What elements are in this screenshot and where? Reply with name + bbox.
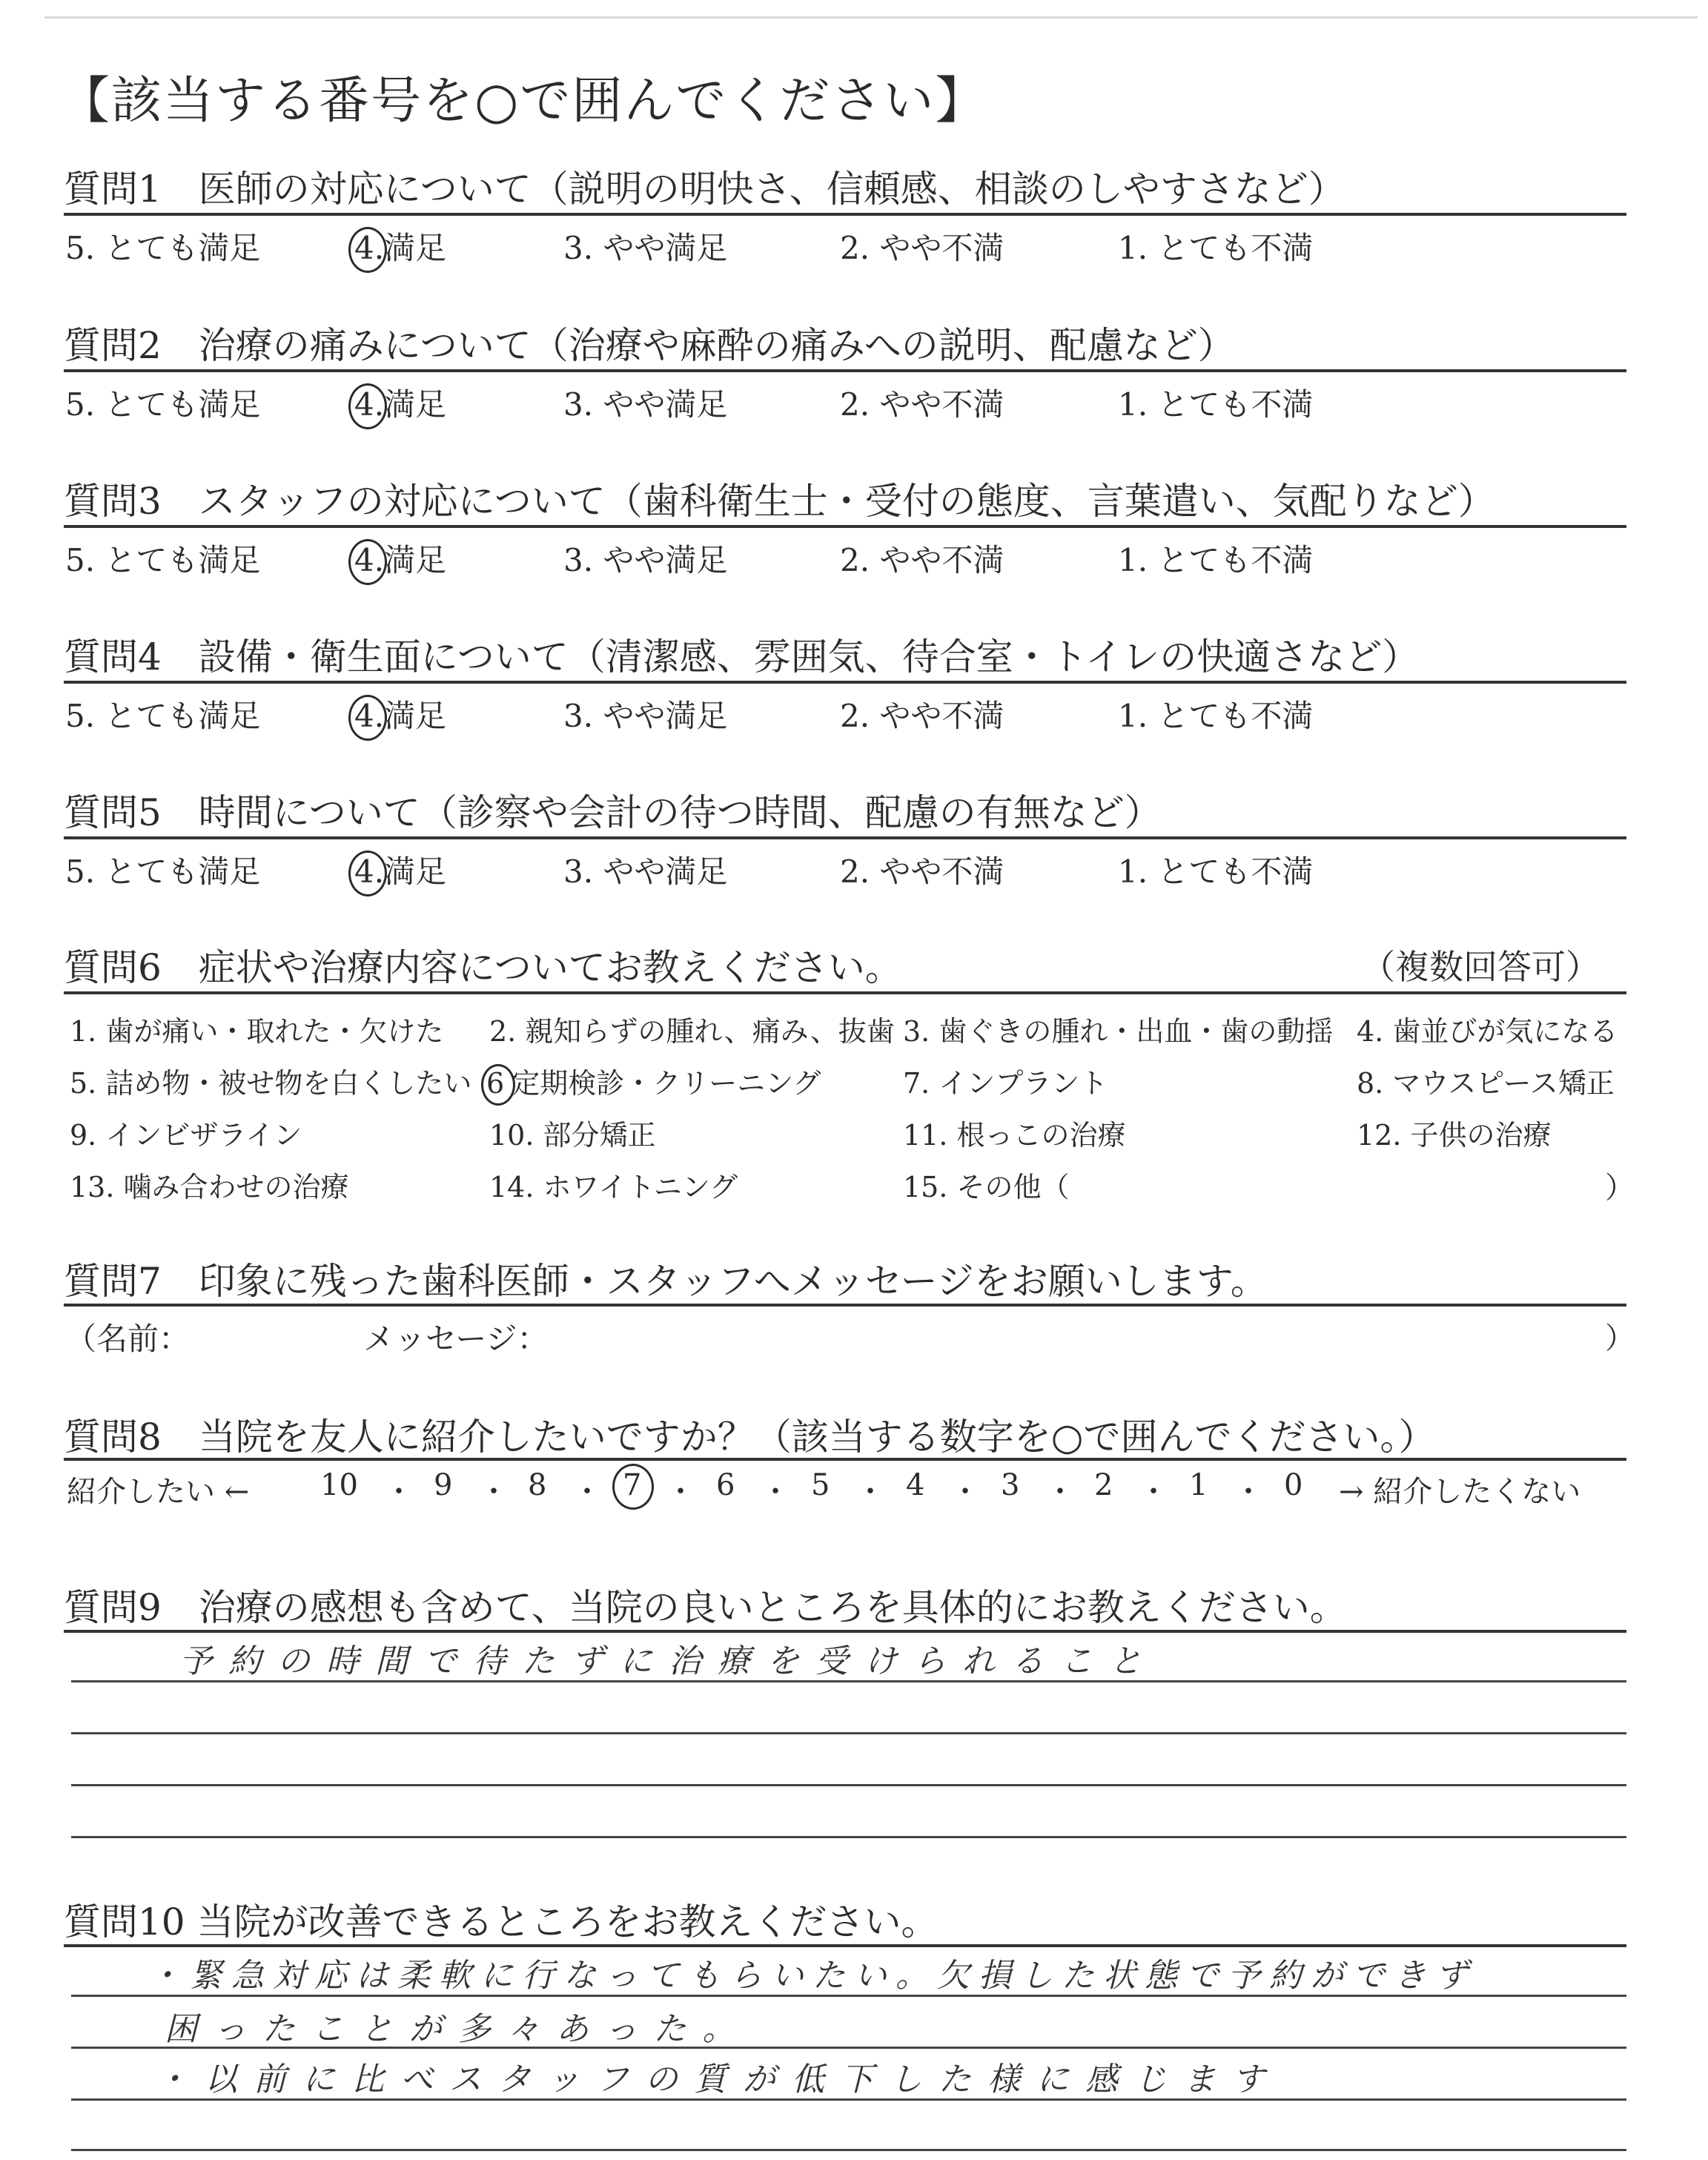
q1-selected-4: 4. [354,230,384,266]
q6-item-2[interactable]: 2. 親知らずの腫れ、痛み、抜歯 [489,1015,895,1048]
q6-close-paren: ） [1605,1171,1635,1205]
q2-option-3[interactable]: 3. やや満足 [563,386,728,423]
q6-item-13[interactable]: 13. 噛み合わせの治療 [70,1171,349,1203]
q4-option-3[interactable]: 3. やや満足 [563,698,728,734]
q6-item-9[interactable]: 9. インビザライン [70,1119,302,1152]
q1-rule [64,213,1626,216]
q2-selected-4: 4. [354,386,384,423]
q10-answer-line [71,2047,1626,2049]
q5-selected-4: 4. [354,853,384,890]
q8-scale-7[interactable] [623,1468,641,1502]
q8-scale-0[interactable]: 0 [1284,1468,1303,1502]
q5-circle-mark [348,851,387,896]
q8-selected-7: 7 [623,1468,641,1502]
q8-circle-mark [612,1464,654,1510]
q9-rule [64,1630,1626,1633]
q6-item-11[interactable]: 11. 根っこの治療 [903,1119,1126,1152]
q8-left-label: 紹介したい ← [67,1475,250,1509]
q8-dot: ・ [1045,1475,1075,1509]
q6-item-6[interactable]: 6 定期検診・クリーニング [486,1060,821,1101]
q8-dot: ・ [1139,1475,1168,1509]
q10-handwritten-line-2: 困ったことが多々あった。 [165,2010,752,2048]
q3-option-5[interactable]: 5. とても満足 [65,542,261,578]
q4-rule [64,681,1626,684]
q8-scale-10[interactable]: 10 [320,1468,358,1502]
q8-scale-8[interactable]: 8 [528,1468,547,1502]
q8-rule [64,1458,1626,1461]
q4-option-5[interactable]: 5. とても満足 [65,698,261,734]
q3-title: 質問3 スタッフの対応について（歯科衛生士・受付の態度、言葉遣い、気配りなど） [64,480,1495,523]
q8-scale-9[interactable]: 9 [434,1468,453,1502]
q6-item-5[interactable]: 5. 詰め物・被せ物を白くしたい [70,1067,472,1100]
q2-option-1[interactable]: 1. とても不満 [1118,386,1314,423]
q7-name-label[interactable]: （名前： [65,1321,191,1357]
q4-option-4[interactable]: 4.満足 [354,692,446,736]
q8-scale-2[interactable]: 2 [1094,1468,1113,1502]
q2-option-5[interactable]: 5. とても満足 [65,386,261,423]
q6-item-12[interactable]: 12. 子供の治療 [1357,1119,1552,1152]
q9-answer-line [71,1680,1626,1682]
q9-answer-line [71,1836,1626,1838]
q3-option-2[interactable]: 2. やや不満 [840,542,1004,578]
q6-selected-6: 6 [486,1067,504,1100]
q3-option-4[interactable]: 4.満足 [354,536,446,581]
q10-handwritten-line-3: ・以前に比べスタッフの質が低下した様に感じます [156,2061,1281,2098]
q3-rule [64,525,1626,528]
q3-option-3[interactable]: 3. やや満足 [563,542,728,578]
q10-answer-line [71,2098,1626,2101]
q4-selected-4: 4. [354,698,384,734]
q4-title: 質問4 設備・衛生面について（清潔感、雰囲気、待合室・トイレの快適さなど） [64,635,1420,678]
q1-option-1[interactable]: 1. とても不満 [1118,230,1314,266]
q6-item-15[interactable]: 15. その他（ [903,1171,1070,1203]
q8-dot: ・ [479,1475,509,1509]
q4-option-1[interactable]: 1. とても不満 [1118,698,1314,734]
q8-dot: ・ [1234,1475,1263,1509]
q8-title: 質問8 当院を友人に紹介したいですか？（該当する数字を○で囲んでください。） [64,1416,1436,1459]
q10-answer-line [71,2149,1626,2151]
q3-selected-4: 4. [354,542,384,578]
q9-answer-line [71,1784,1626,1786]
q7-rule [64,1304,1626,1307]
q1-title: 質問1 医師の対応について（説明の明快さ、信頼感、相談のしやすさなど） [64,168,1345,211]
q5-rule [64,836,1626,839]
q8-dot: ・ [384,1475,414,1509]
q1-circle-mark [348,227,387,273]
q1-option-3[interactable]: 3. やや満足 [563,230,728,266]
q5-option-3[interactable]: 3. やや満足 [563,853,728,890]
q8-dot: ・ [950,1475,980,1509]
q6-item-1[interactable]: 1. 歯が痛い・取れた・欠けた [70,1015,444,1048]
q1-option-5[interactable]: 5. とても満足 [65,230,261,266]
q8-dot: ・ [855,1475,885,1509]
q6-item-4[interactable]: 4. 歯並びが気になる [1357,1015,1618,1048]
q10-handwritten-line-1: ・緊急対応は柔軟に行なってもらいたい。欠損した状態で予約ができず [148,1957,1477,1995]
q8-scale-4[interactable]: 4 [906,1468,925,1502]
q8-dot: ・ [761,1475,790,1509]
q7-close-paren: ） [1605,1321,1635,1355]
q6-circle-mark [481,1064,515,1106]
q2-option-2[interactable]: 2. やや不満 [840,386,1004,423]
q2-title: 質問2 治療の痛みについて（治療や麻酔の痛みへの説明、配慮など） [64,324,1235,367]
q8-scale-1[interactable]: 1 [1189,1468,1208,1502]
q5-option-2[interactable]: 2. やや不満 [840,853,1004,890]
q5-option-1[interactable]: 1. とても不満 [1118,853,1314,890]
q9-title: 質問9 治療の感想も含めて、当院の良いところを具体的にお教えください。 [64,1586,1347,1629]
q10-answer-line [71,1995,1626,1997]
q5-option-5[interactable]: 5. とても満足 [65,853,261,890]
q3-circle-mark [348,539,387,585]
q6-rule [64,991,1626,994]
q8-scale-6[interactable]: 6 [716,1468,735,1502]
q2-option-4[interactable]: 4.満足 [354,380,446,425]
q6-item-7[interactable]: 7. インプラント [903,1067,1108,1100]
q8-dot: ・ [666,1475,695,1509]
q1-option-2[interactable]: 2. やや不満 [840,230,1004,266]
q7-message-label[interactable]: メッセージ： [363,1321,549,1357]
q6-multi-note: （複数回答可） [1361,947,1600,987]
q6-item-14[interactable]: 14. ホワイトニング [489,1171,738,1203]
q9-handwritten-answer: 予約の時間で待たずに治療を受けられること [179,1642,1158,1680]
q6-title: 質問6 症状や治療内容についてお教えください。 [64,946,902,989]
q5-title: 質問5 時間について（診察や会計の待つ時間、配慮の有無など） [64,791,1162,834]
q6-item-8[interactable]: 8. マウスピース矯正 [1357,1067,1615,1100]
top-border [44,16,1698,19]
q10-rule [64,1944,1626,1947]
q8-scale-3[interactable]: 3 [1001,1468,1020,1502]
q2-rule [64,369,1626,372]
q10-title: 質問10 当院が改善できるところをお教えください。 [64,1900,939,1943]
q8-dot: ・ [572,1475,602,1509]
q9-answer-line [71,1732,1626,1734]
q3-option-1[interactable]: 1. とても不満 [1118,542,1314,578]
q1-option-4[interactable]: 4.満足 [354,224,446,268]
q4-option-2[interactable]: 2. やや不満 [840,698,1004,734]
page-header: 【該当する番号を○で囲んでください】 [59,72,987,131]
q6-item-10[interactable]: 10. 部分矯正 [489,1119,656,1152]
q5-option-4[interactable]: 4.満足 [354,848,446,892]
q7-title: 質問7 印象に残った歯科医師・スタッフへメッセージをお願いします。 [64,1260,1268,1303]
q8-right-label: → 紹介したくない [1339,1475,1581,1509]
q2-circle-mark [348,383,387,429]
q8-scale-5[interactable]: 5 [811,1468,830,1502]
q6-item-3[interactable]: 3. 歯ぐきの腫れ・出血・歯の動揺 [903,1015,1334,1048]
q4-circle-mark [348,695,387,741]
